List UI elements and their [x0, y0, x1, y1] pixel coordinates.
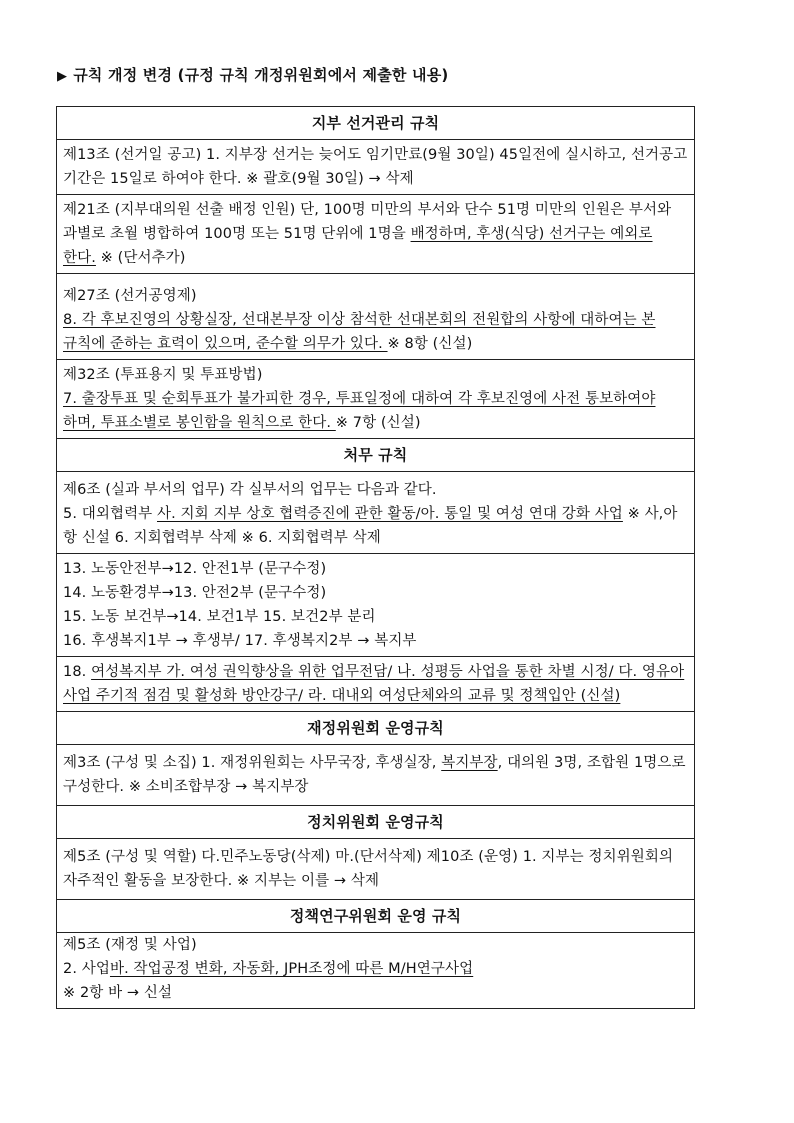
policy-article-5 [57, 933, 695, 1009]
policy-article-5-amendment: 바. 작업공정 변화, 자동화, JPH조정에 따른 M/H연구사업 [109, 961, 474, 977]
article-21-text: 제21조 (지부대의원 선출 배정 인원) 단, 100명 미만의 부서와 단수 51명 미만의 인원은 부서와 과별로 초월 병합하여 100명 또는 51명 단위에 1명을 [63, 202, 672, 242]
finance-article-3-after: , 대의원 3명, 조합원 1명으로 구성한다. ※ 소비조합부장 → 복지부장 [63, 755, 686, 795]
election-article-21 [57, 195, 695, 274]
article-27-title: 제27조 (선거공영제) [63, 288, 197, 304]
article-21-amendment: 배정하며, 후생(식당) 선거구는 예외로 한다. [63, 226, 653, 266]
section-title-finance: 재정위원회 운영규칙 [57, 712, 695, 745]
heading-text: 규칙 개정 변경 (규정 규칙 개정위원회에서 제출한 내용) [73, 66, 449, 84]
policy-article-5-title: 제5조 (재정 및 사업) [63, 937, 197, 953]
section-title-policy: 정책연구위원회 운영 규칙 [57, 900, 695, 933]
politics-article-5: 제5조 (구성 및 역할) 다.민주노동당(삭제) 마.(단서삭제) 제10조 (운영) 1. 지부는 정치위원회의 자주적인 활동을 보장한다. ※ 지부는 이를 → 삭제 [57, 839, 695, 900]
article-32-amendment: 7. 출장투표 및 순회투표가 불가피한 경우, 투표일정에 대하여 각 후보진영에 사전 통보하여야 하며, 투표소별로 봉인함을 원칙으로 한다. [63, 391, 656, 431]
article-6-prefix: 5. 대외협력부 [63, 506, 157, 522]
page-heading [57, 64, 448, 85]
article-21-note: ※ (단서추가) [95, 250, 186, 266]
policy-article-5-prefix: 2. 사업 [63, 961, 110, 977]
election-article-13: 제13조 (선거일 공고) 1. 지부장 선거는 늦어도 임기만료(9월 30일) 45일전에 실시하고, 선거공고 기간은 15일로 하여야 한다. ※ 괄호(9월 30일) → 삭제 [57, 140, 695, 195]
finance-article-3-amendment: 복지부장 [441, 755, 498, 771]
list-item: 13. 노동안전부→12. 안전1부 (문구수정) [63, 561, 327, 577]
item-18-prefix: 18. [63, 664, 92, 680]
finance-article-3 [57, 745, 695, 806]
duties-article-6 [57, 472, 695, 554]
section-title-politics: 정치위원회 운영규칙 [57, 806, 695, 839]
list-item: 14. 노동환경부→13. 안전2부 (문구수정) [63, 585, 327, 601]
rules-table [56, 106, 695, 1009]
section-title-duties: 처무 규칙 [57, 439, 695, 472]
article-32-note: ※ 7항 (신설) [335, 415, 421, 431]
duties-item-18 [57, 657, 695, 712]
list-item: 16. 후생복지1부 → 후생부/ 17. 후생복지2부 → 복지부 [63, 633, 417, 649]
article-27-note: ※ 8항 (신설) [387, 336, 473, 352]
finance-article-3-before: 제3조 (구성 및 소집) 1. 재정위원회는 사무국장, 후생실장, [63, 755, 442, 771]
policy-article-5-note: ※ 2항 바 → 신설 [63, 985, 173, 1001]
triangle-marker-icon: ▶ [57, 69, 68, 84]
item-18-amendment: 여성복지부 가. 여성 권익향상을 위한 업무전담/ 나. 성평등 사업을 통한 차별 시정/ 다. 영유아 사업 주기적 점검 및 활성화 방안강구/ 라. 대내외 여성단체와의 교류 및 정책입안 (신설) [63, 664, 685, 704]
article-27-amendment: 8. 각 후보진영의 상황실장, 선대본부장 이상 참석한 선대본회의 전원합의 사항에 대하여는 본 규칙에 준하는 효력이 있으며, 준수할 의무가 있다. [63, 312, 656, 352]
article-6-title: 제6조 (실과 부서의 업무) 각 실부서의 업무는 다음과 같다. [63, 482, 437, 498]
article-6-amendment: 사. 지회 지부 상호 협력증진에 관한 활동/아. 통일 및 여성 연대 강화 사업 [157, 506, 623, 522]
list-item: 15. 노동 보건부→14. 보건1부 15. 보건2부 분리 [63, 609, 376, 625]
article-32-title: 제32조 (투표용지 및 투표방법) [63, 367, 263, 383]
election-article-27 [57, 274, 695, 360]
duties-items [57, 554, 695, 657]
article-6-note: ※ 사,아 항 신설 6. 지회협력부 삭제 ※ 6. 지회협력부 삭제 [63, 506, 678, 546]
election-article-32 [57, 360, 695, 439]
section-title-election: 지부 선거관리 규칙 [57, 107, 695, 140]
